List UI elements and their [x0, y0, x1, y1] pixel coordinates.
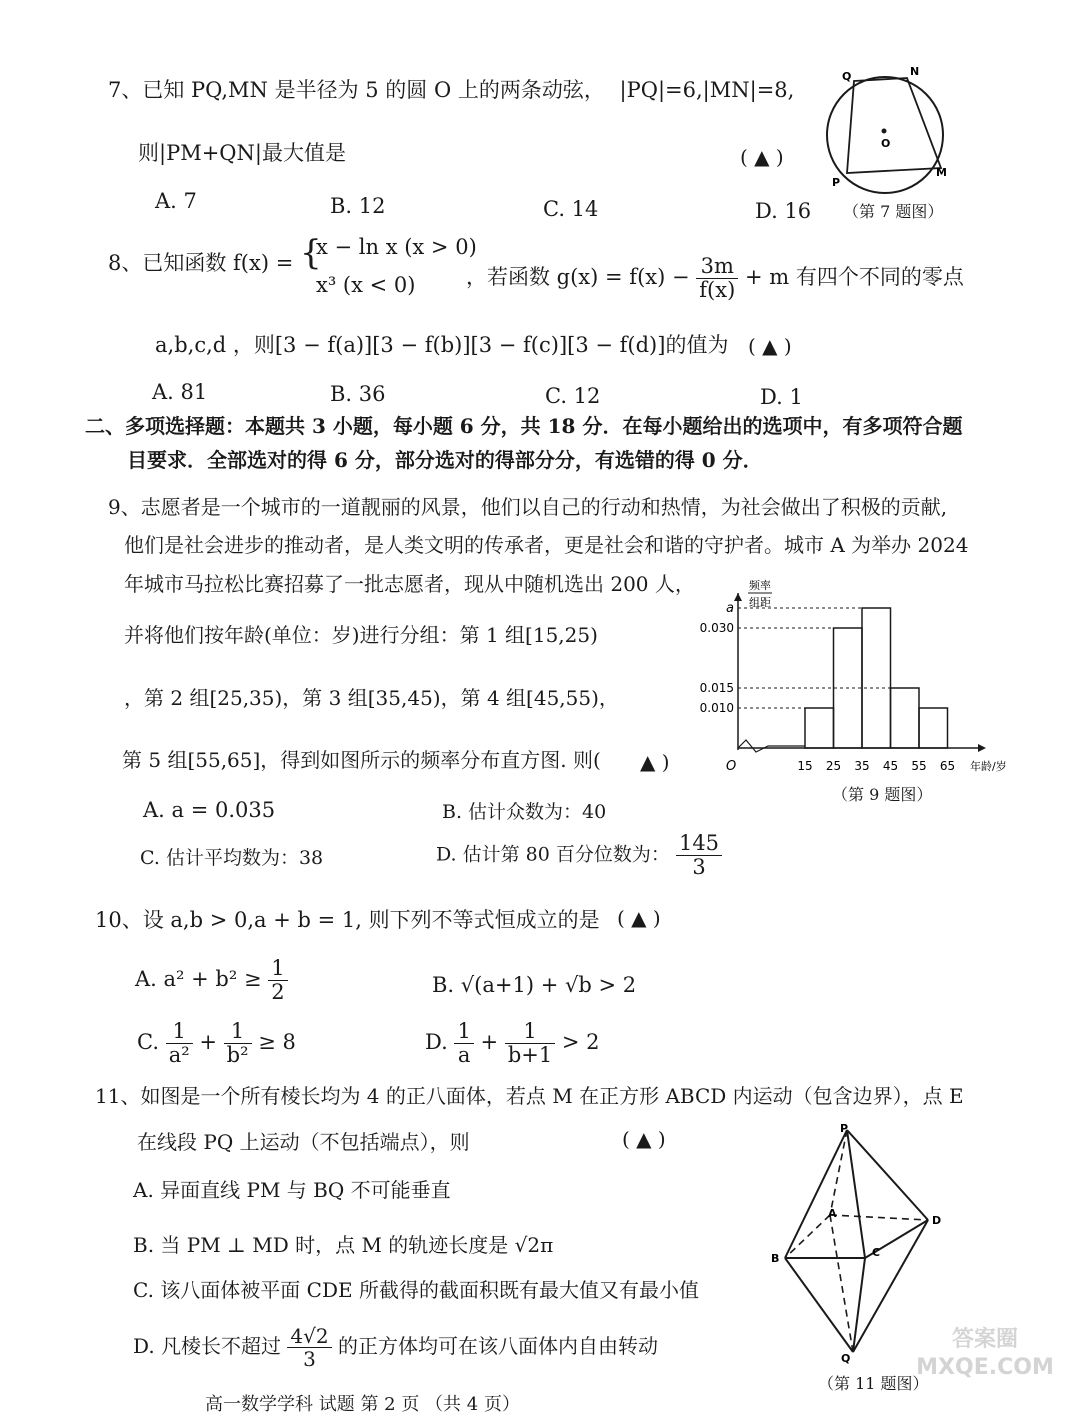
x-tick-label-0: 15 [797, 759, 813, 773]
q8-line1b: ，若函数 g(x) = f(x) − $\frac{3m}{f(x)}$ + m 有四个不同的零点 [466, 254, 964, 303]
q11-option-c: C. 该八面体被平面 CDE 所截得的截面积既有最大值又有最小值 [133, 1278, 699, 1302]
section2-heading-line1: 二、多项选择题：本题共 3 小题，每小题 6 分，共 18 分．在每小题给出的选项中，有多项符合题 [85, 414, 963, 438]
x-tick-label-5: 65 [939, 759, 956, 773]
y-tick-label-2: 0.015 [699, 681, 734, 695]
q9-option-d: D. 估计第 80 百分位数为： $\frac{145}{3}$ [436, 832, 722, 879]
edge-pc [847, 1130, 865, 1258]
q8-line1a: 8、已知函数 f(x) = [108, 251, 294, 275]
q9-option-c: C. 估计平均数为：38 [140, 847, 324, 869]
section2-heading-line2: 目要求．全部选对的得 6 分，部分选对的得部分分，有选错的得 0 分． [127, 448, 763, 472]
edge-cq [853, 1258, 865, 1352]
x-tick-label-3: 45 [882, 759, 899, 773]
q10-bracket: ( ▲ ) [617, 906, 661, 930]
q9-bracket: ▲ ) [640, 750, 670, 774]
q7-option-c: C. 14 [543, 197, 599, 221]
q8-case2: x³ (x < 0) [316, 273, 416, 297]
y-axis-label-den: 组距 [749, 596, 771, 609]
x-tick-label-1: 25 [825, 759, 842, 773]
q7-center-dot [882, 129, 887, 134]
oct-label-d: D [932, 1214, 942, 1227]
x-tick-label-4: 55 [911, 759, 927, 773]
y-tick-label-1: 0.030 [699, 621, 734, 635]
q11-option-d: D. 凡棱长不超过 $\frac{4√2}{3}$ 的正方体均可在该八面体内自由转动 [133, 1324, 658, 1371]
q8-option-c: C. 12 [545, 384, 601, 408]
q9-option-b: B. 估计众数为：40 [442, 801, 607, 823]
x-axis-arrow [978, 744, 986, 752]
q8-option-a: A. 81 [152, 380, 208, 404]
q7-quadrilateral [847, 78, 941, 173]
q7-circle [827, 77, 943, 193]
edge-aq-hidden [830, 1215, 853, 1352]
q11-bracket: ( ▲ ) [622, 1127, 666, 1151]
x-axis-label: 年龄/岁 [970, 760, 1007, 773]
q7-bracket: ( ▲ ) [740, 145, 784, 169]
q9-line3: 年城市马拉松比赛招募了一批志愿者，现从中随机选出 200 人， [124, 572, 695, 596]
histogram-bars [805, 608, 948, 748]
q7-label-n: N [910, 65, 920, 78]
q7-label-m: M [936, 166, 947, 179]
q8-brace: { [300, 233, 322, 273]
q8-bracket: ( ▲ ) [748, 334, 792, 358]
oct-label-a: A [828, 1207, 837, 1220]
histogram-labels [700, 578, 1007, 774]
q8-option-b: B. 36 [330, 382, 386, 406]
q11-caption: （第 11 题图） [818, 1374, 929, 1393]
q11-option-a: A. 异面直线 PM 与 BQ 不可能垂直 [133, 1178, 451, 1202]
x-tick-label-2: 35 [854, 759, 870, 773]
edge-ab-hidden [785, 1215, 830, 1258]
q9-line6: 第 5 组[55,65]，得到如图所示的频率分布直方图. 则( [122, 748, 601, 772]
oct-label-q: Q [841, 1352, 851, 1365]
q11-option-b: B. 当 PM ⊥ MD 时，点 M 的轨迹长度是 √2π [133, 1233, 554, 1257]
q7-label-p: P [832, 176, 841, 189]
watermark-logo: 答案圈 MXQE.COM [916, 1327, 1054, 1380]
q10-option-b: B. √(a+1) + √b > 2 [432, 973, 637, 997]
edge-pa-hidden [830, 1130, 847, 1215]
oct-label-p: P [840, 1122, 849, 1135]
q7-label-q: Q [842, 70, 852, 83]
q9-line5: ，第 2 组[25,35)，第 3 组[35,45)，第 4 组[45,55)， [124, 686, 619, 710]
edge-pb [785, 1130, 847, 1258]
q8-line2: a,b,c,d ，则[3 − f(a)][3 − f(b)][3 − f(c)][3 − f(d)]的值为 [155, 333, 729, 357]
y-tick-label-0: a [726, 601, 734, 616]
q9-histogram [680, 575, 1025, 780]
histogram-guides [738, 608, 891, 708]
y-axis-label-num: 频率 [749, 579, 771, 592]
edge-ad-hidden [830, 1215, 928, 1220]
q7-label-o: O [881, 137, 891, 150]
oct-label-c: C [872, 1246, 881, 1259]
edge-pd [847, 1130, 928, 1220]
q9-line2: 他们是社会进步的推动者，是人类文明的传承者，更是社会和谐的守护者。城市 A 为举办 2024 [124, 533, 969, 557]
origin-label: O [726, 759, 737, 774]
bar-0 [805, 708, 834, 748]
q7-caption: （第 7 题图） [843, 202, 944, 221]
oct-label-b: B [771, 1252, 780, 1265]
q7-option-b: B. 12 [330, 194, 386, 218]
q10-option-c: C. $\frac{1}{\text{a²}}$ + $\frac{1}{\text{b²}}$ ≥ 8 [137, 1019, 296, 1068]
page-footer: 高一数学学科 试题 第 2 页 （共 4 页） [205, 1394, 520, 1415]
bar-2 [862, 608, 891, 748]
q8-option-d: D. 1 [760, 385, 803, 409]
q10-option-d: D. $\frac{1}{a}$ + $\frac{1}{b+1}$ > 2 [425, 1019, 600, 1068]
q7-option-d: D. 16 [755, 199, 812, 223]
bar-4 [919, 708, 948, 748]
bar-3 [891, 688, 920, 748]
q11-line1: 11、如图是一个所有棱长均为 4 的正八面体，若点 M 在正方形 ABCD 内运动（包含边界），点 E [95, 1084, 964, 1108]
q7-line1: 7、已知 PQ,MN 是半径为 5 的圆 O 上的两条动弦， |PQ|=6,|MN|=8, [108, 78, 795, 102]
q11-line2: 在线段 PQ 上运动（不包括端点），则 [137, 1130, 470, 1154]
q9-caption: （第 9 题图） [832, 785, 933, 804]
q7-line2: 则|PM+QN|最大值是 [138, 141, 346, 165]
axis-break [738, 740, 805, 752]
q7-option-a: A. 7 [155, 189, 197, 213]
q9-option-a: A. a = 0.035 [143, 798, 276, 822]
q9-line4: 并将他们按年龄(单位：岁)进行分组：第 1 组[15,25) [124, 623, 598, 647]
q8-case1: x − ln x (x > 0) [316, 235, 477, 259]
y-axis-arrow [734, 593, 742, 601]
q10-option-a: A. a² + b² ≥ $\frac{1}{2}$ [135, 957, 288, 1004]
q9-line1: 9、志愿者是一个城市的一道靓丽的风景，他们以自己的行动和热情，为社会做出了积极的贡献, [108, 495, 948, 519]
q10-line1: 10、设 a,b > 0,a + b = 1, 则下列不等式恒成立的是 [95, 908, 600, 932]
y-tick-label-3: 0.010 [699, 701, 734, 715]
edge-bq [785, 1258, 853, 1352]
